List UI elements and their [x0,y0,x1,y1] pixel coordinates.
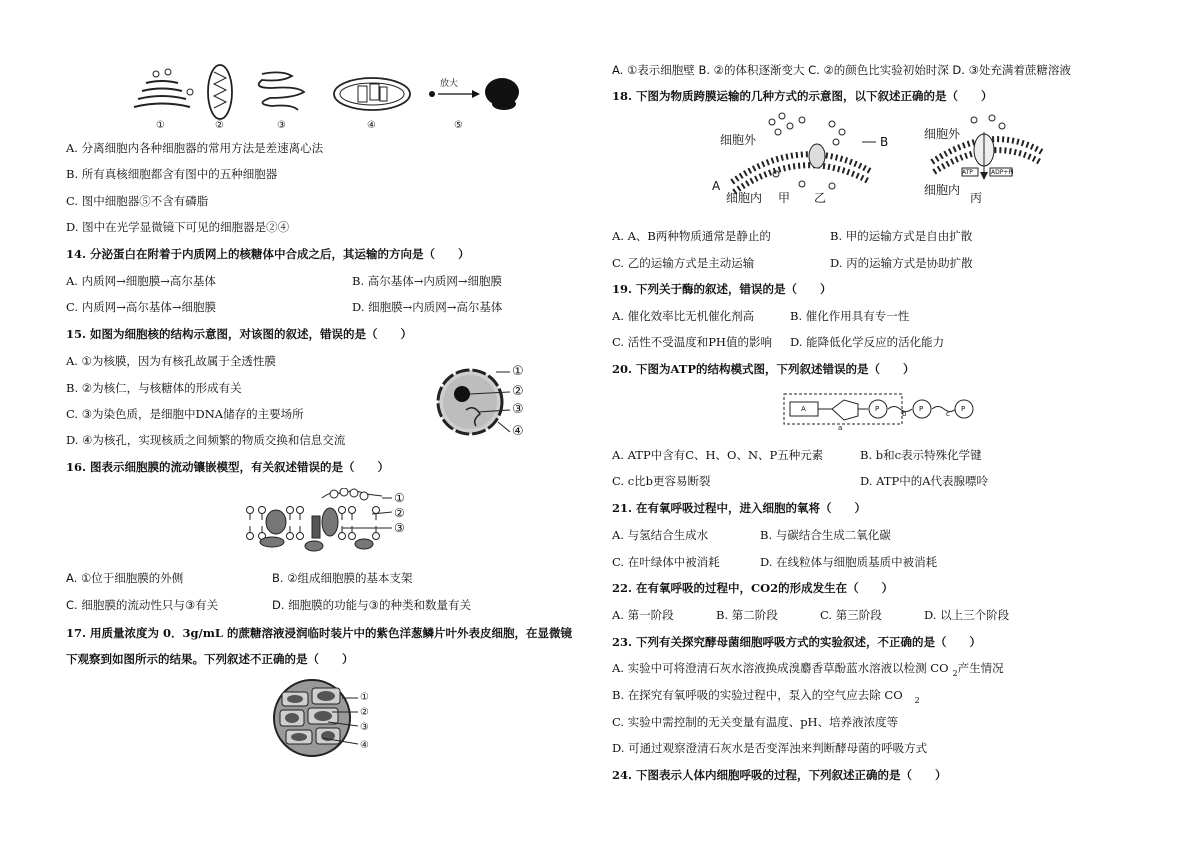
atp-c-label: c [946,410,950,418]
q19-option-a: A. 催化效率比无机催化剂高 [612,309,755,323]
q16-option-c: C. 细胞膜的流动性只与③有关 [66,598,219,612]
q22-option-a: A. 第一阶段 [612,608,674,622]
q20-option-b: B. b和c表示特殊化学键 [860,448,982,462]
q22-option-d: D. 以上三个阶段 [924,608,1010,622]
b-label: B [880,135,889,149]
q15-option-a: A. ①为核膜，因为有核孔故属于全透性膜 [66,354,276,368]
phospholipid-head [297,533,304,540]
golgi-drawing [134,69,193,107]
q16-option-a: A. ①位于细胞膜的外侧 [66,571,184,585]
plasmolysis-label-2: ② [360,707,369,718]
q22-stem: 22. 在有氧呼吸的过程中，CO2的形成发生在（ ） [612,581,894,595]
q18-stem: 18. 下图为物质跨膜运输的几种方式的示意图，以下叙述正确的是（ ） [612,89,993,103]
q23-option-a-tail: 产生情况 [957,661,1004,675]
fig-label-1: ① [156,120,165,131]
adp-label: ADP+Pi [991,169,1014,176]
atp-b-label: b [902,410,907,418]
q13-option-d: D. 图中在光学显微镜下可见的细胞器是②④ [66,220,290,234]
chloroplast-drawing [334,78,410,110]
q20-stem: 20. 下图为ATP的结构模式图，下列叙述错误的是（ ） [612,362,915,376]
outside-left-label: 细胞外 [720,133,757,147]
q19-option-d: D. 能降低化学反应的活化能力 [790,335,945,349]
q18-option-b: B. 甲的运输方式是自由扩散 [830,229,973,243]
q23-option-a-text: A. 实验中可将澄清石灰水溶液换成溴麝香草酚蓝水溶液以检测 CO [612,661,949,675]
q13-option-a: A. 分离细胞内各种细胞器的常用方法是差速离心法 [66,141,324,155]
q20-option-a: A. ATP中含有C、H、O、N、P五种元素 [612,448,824,462]
nucleus-label-3: ③ [512,402,524,417]
outside-right-label: 细胞外 [924,127,961,141]
q23-option-b-sub: 2 [914,696,920,705]
fig-label-5: ⑤ [454,120,463,131]
q20-option-d: D. ATP中的A代表腺嘌呤 [860,474,989,488]
q17-stem-line2: 下观察到如图所示的结果。下列叙述不正确的是（ ） [66,652,354,666]
transport-figure [712,112,1092,212]
atp-a-box-label: A [801,405,806,413]
phospholipid-head [297,507,304,514]
q14-stem: 14. 分泌蛋白在附着于内质网上的核糖体中合成之后，其运输的方向是（ ） [66,247,470,261]
q20-option-c: C. c比b更容易断裂 [612,474,711,488]
q15-option-b: B. ②为核仁，与核糖体的形成有关 [66,381,242,395]
q21-option-c: C. 在叶绿体中被消耗 [612,555,720,569]
magnify-label: 放大 [440,79,459,89]
nucleus-label-2: ② [512,384,524,399]
organelles-figure [122,62,522,132]
inside-left-label: 细胞内 [726,191,763,205]
q21-option-a: A. 与氢结合生成水 [612,528,709,542]
phospholipid-head [349,507,356,514]
q18-option-a: A. A、B两种物质通常是静止的 [612,229,771,243]
plasmolysis-label-3: ③ [360,722,369,733]
q19-option-b: B. 催化作用具有专一性 [790,309,910,323]
nucleus-label-1: ① [512,364,524,379]
membrane-label-1: ① [394,491,405,505]
plasmolysis-figure [272,678,382,758]
q23-stem: 23. 下列有关探究酵母菌细胞呼吸方式的实验叙述，不正确的是（ ） [612,635,982,649]
q23-option-a [612,660,1004,678]
atp-figure [782,392,982,432]
membrane-label-3: ③ [394,521,405,535]
q21-option-d: D. 在线粒体与细胞质基质中被消耗 [760,555,938,569]
q15-option-c: C. ③为染色质，是细胞中DNA储存的主要场所 [66,407,304,421]
nucleus-label-4: ④ [512,424,524,439]
fig-label-3: ③ [277,120,286,131]
q14-option-c: C. 内质网→高尔基体→细胞膜 [66,300,216,314]
q21-stem: 21. 在有氧呼吸过程中，进入细胞的氧将（ ） [612,501,867,515]
atp-label: ATP [962,169,973,176]
q23-option-c: C. 实验中需控制的无关变量有温度、pH、培养液浓度等 [612,715,899,729]
phospholipid-head [259,507,266,514]
q23-option-b-text: B. 在探究有氧呼吸的实验过程中，泵入的空气应去除 CO [612,688,903,702]
q17-stem-line1: 17. 用质量浓度为 0．3g/mL 的蔗糖溶液浸润临时装片中的紫色洋葱鳞片叶外表皮细胞，在显微镜 [66,626,573,640]
q22-option-b: B. 第二阶段 [716,608,778,622]
q14-option-d: D. 细胞膜→内质网→高尔基体 [352,300,503,314]
phospholipid-head [349,533,356,540]
q16-option-b: B. ②组成细胞膜的基本支架 [272,571,413,585]
q15-option-d: D. ④为核孔，实现核质之间频繁的物质交换和信息交流 [66,433,346,447]
phospholipid-head [287,507,294,514]
bing-label: 丙 [970,191,983,205]
q14-option-b: B. 高尔基体→内质网→细胞膜 [352,274,503,288]
phospholipid-head [339,533,346,540]
membrane-label-2: ② [394,506,405,520]
q16-option-d: D. 细胞膜的功能与③的种类和数量有关 [272,598,471,612]
q24-stem: 24. 下图表示人体内细胞呼吸的过程，下列叙述正确的是（ ） [612,768,947,782]
q19-option-c: C. 活性不受温度和PH值的影响 [612,335,772,349]
q16-stem: 16. 图表示细胞膜的流动镶嵌模型，有关叙述错误的是（ ） [66,460,390,474]
q13-option-c: C. 图中细胞器⑤不含有磷脂 [66,194,209,208]
phospholipid-head [247,533,254,540]
fig-label-4: ④ [367,120,376,131]
q17-options: A. ①表示细胞壁 B. ②的体积逐渐变大 C. ②的颜色比实验初始时深 D. ③处充满着蔗糖溶液 [612,63,1071,77]
phospholipid-head [373,533,380,540]
q22-option-c: C. 第三阶段 [820,608,882,622]
atp-a-label: a [838,424,843,432]
phospholipid-head [339,507,346,514]
q23-option-a-sub: 2 [952,669,958,678]
phospholipid-head [373,507,380,514]
nucleus-figure [436,362,536,442]
q23-option-d: D. 可通过观察澄清石灰水是否变浑浊来判断酵母菌的呼吸方式 [612,741,928,755]
membrane-figure [242,488,412,558]
atp-p3-label: P [961,405,966,413]
atp-p1-label: P [875,405,880,413]
endoplasmic-reticulum-drawing [259,72,304,110]
atp-p2-label: P [919,405,924,413]
q14-option-a: A. 内质网→细胞膜→高尔基体 [66,274,216,288]
q18-option-c: C. 乙的运输方式是主动运输 [612,256,755,270]
q19-stem: 19. 下列关于酶的叙述，错误的是（ ） [612,282,832,296]
q23-option-b [612,687,920,705]
q15-stem: 15. 如图为细胞核的结构示意图，对该图的叙述，错误的是（ ） [66,327,413,341]
mitochondrion-drawing [208,65,232,119]
jia-label: 甲 [778,191,791,205]
inside-right-label: 细胞内 [924,183,961,197]
q18-option-d: D. 丙的运输方式是协助扩散 [830,256,973,270]
plasmolysis-label-1: ① [360,692,369,703]
plasmolysis-label-4: ④ [360,740,369,751]
fig-label-2: ② [215,120,224,131]
phospholipid-head [287,533,294,540]
a-label: A [712,179,721,193]
q13-option-b: B. 所有真核细胞都含有图中的五种细胞器 [66,167,278,181]
yi-label: 乙 [814,191,827,205]
q21-option-b: B. 与碳结合生成二氧化碳 [760,528,891,542]
phospholipid-head [247,507,254,514]
